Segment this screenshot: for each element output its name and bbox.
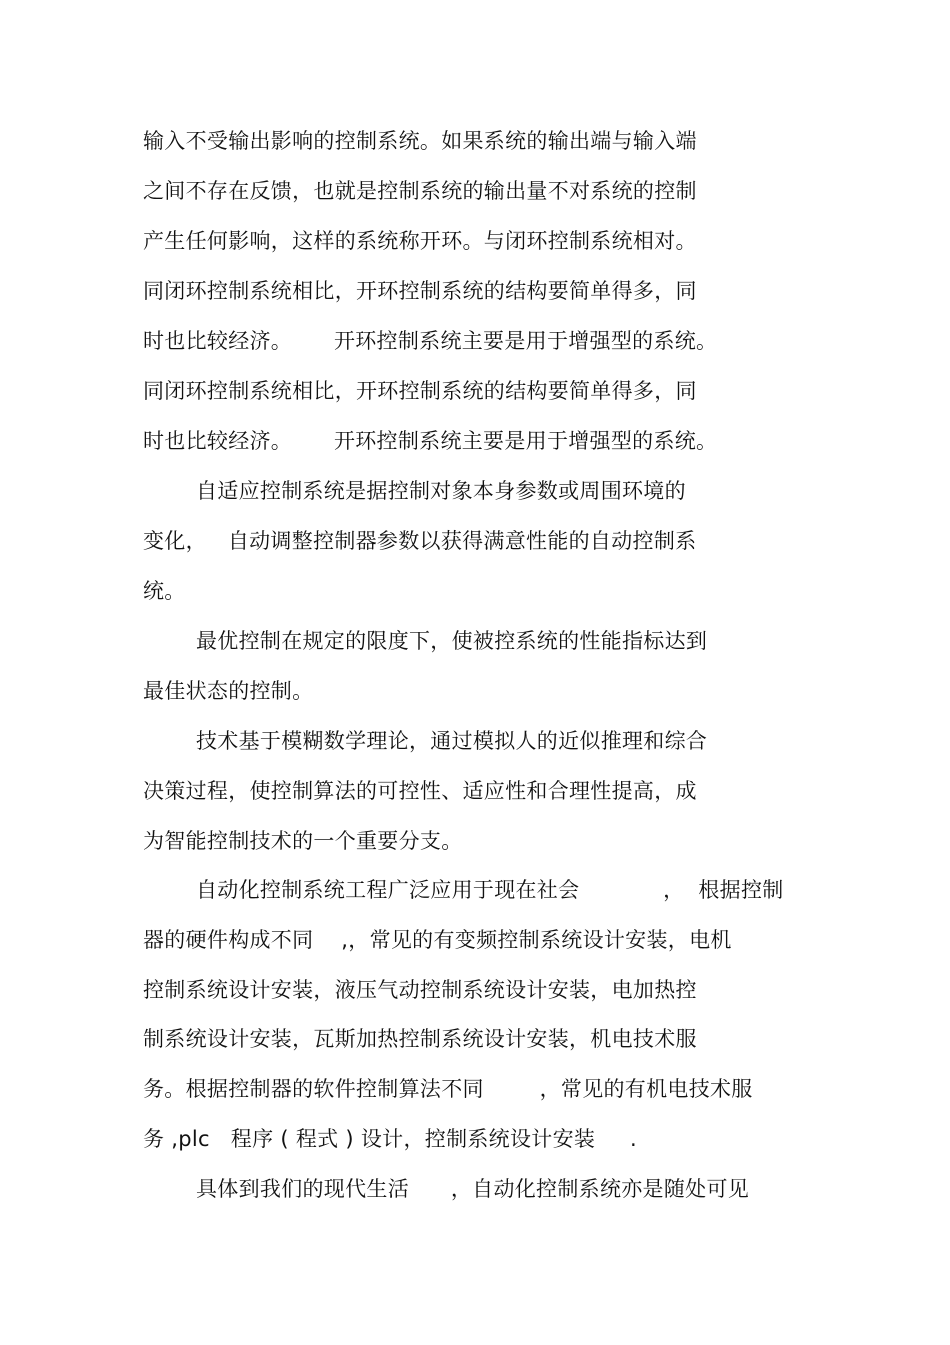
text-line: 时也比较经济。 开环控制系统主要是用于增强型的系统。	[143, 329, 718, 353]
text-line: 统。	[143, 579, 186, 603]
text-line: 最佳状态的控制。	[143, 679, 314, 703]
text-line: 时也比较经济。 开环控制系统主要是用于增强型的系统。	[143, 429, 718, 453]
text-line: 之间不存在反馈，也就是控制系统的输出量不对系统的控制	[143, 179, 697, 203]
text-line: 务。根据控制器的软件控制算法不同 ，常见的有机电技术服	[143, 1077, 753, 1101]
text-line: 产生任何影响，这样的系统称开环。与闭环控制系统相对。	[143, 229, 697, 253]
paragraph-first-line: 自动化控制系统工程广泛应用于现在社会 ， 根据控制	[196, 878, 784, 902]
paragraph-first-line: 具体到我们的现代生活 ，自动化控制系统亦是随处可见	[196, 1177, 750, 1201]
text-line: 输入不受输出影响的控制系统。如果系统的输出端与输入端	[143, 129, 697, 153]
text-line: 务 ,plc 程序 ( 程式 ) 设计，控制系统设计安装 .	[143, 1127, 638, 1151]
text-line: 器的硬件构成不同 ,，常见的有变频控制系统设计安装，电机	[143, 928, 732, 952]
text-line: 控制系统设计安装，液压气动控制系统设计安装，电加热控	[143, 978, 697, 1002]
paragraph-first-line: 最优控制在规定的限度下，使被控系统的性能指标达到	[196, 629, 708, 653]
paragraph-first-line: 自适应控制系统是据控制对象本身参数或周围环境的	[196, 479, 686, 503]
text-line: 同闭环控制系统相比，开环控制系统的结构要简单得多，同	[143, 379, 697, 403]
text-line: 决策过程，使控制算法的可控性、适应性和合理性提高，成	[143, 779, 697, 803]
text-line: 为智能控制技术的一个重要分支。	[143, 829, 463, 853]
paragraph-first-line: 技术基于模糊数学理论，通过模拟人的近似推理和综合	[196, 729, 708, 753]
text-line: 制系统设计安装，瓦斯加热控制系统设计安装，机电技术服	[143, 1027, 697, 1051]
text-line: 变化， 自动调整控制器参数以获得满意性能的自动控制系	[143, 529, 697, 553]
text-line: 同闭环控制系统相比，开环控制系统的结构要简单得多，同	[143, 279, 697, 303]
